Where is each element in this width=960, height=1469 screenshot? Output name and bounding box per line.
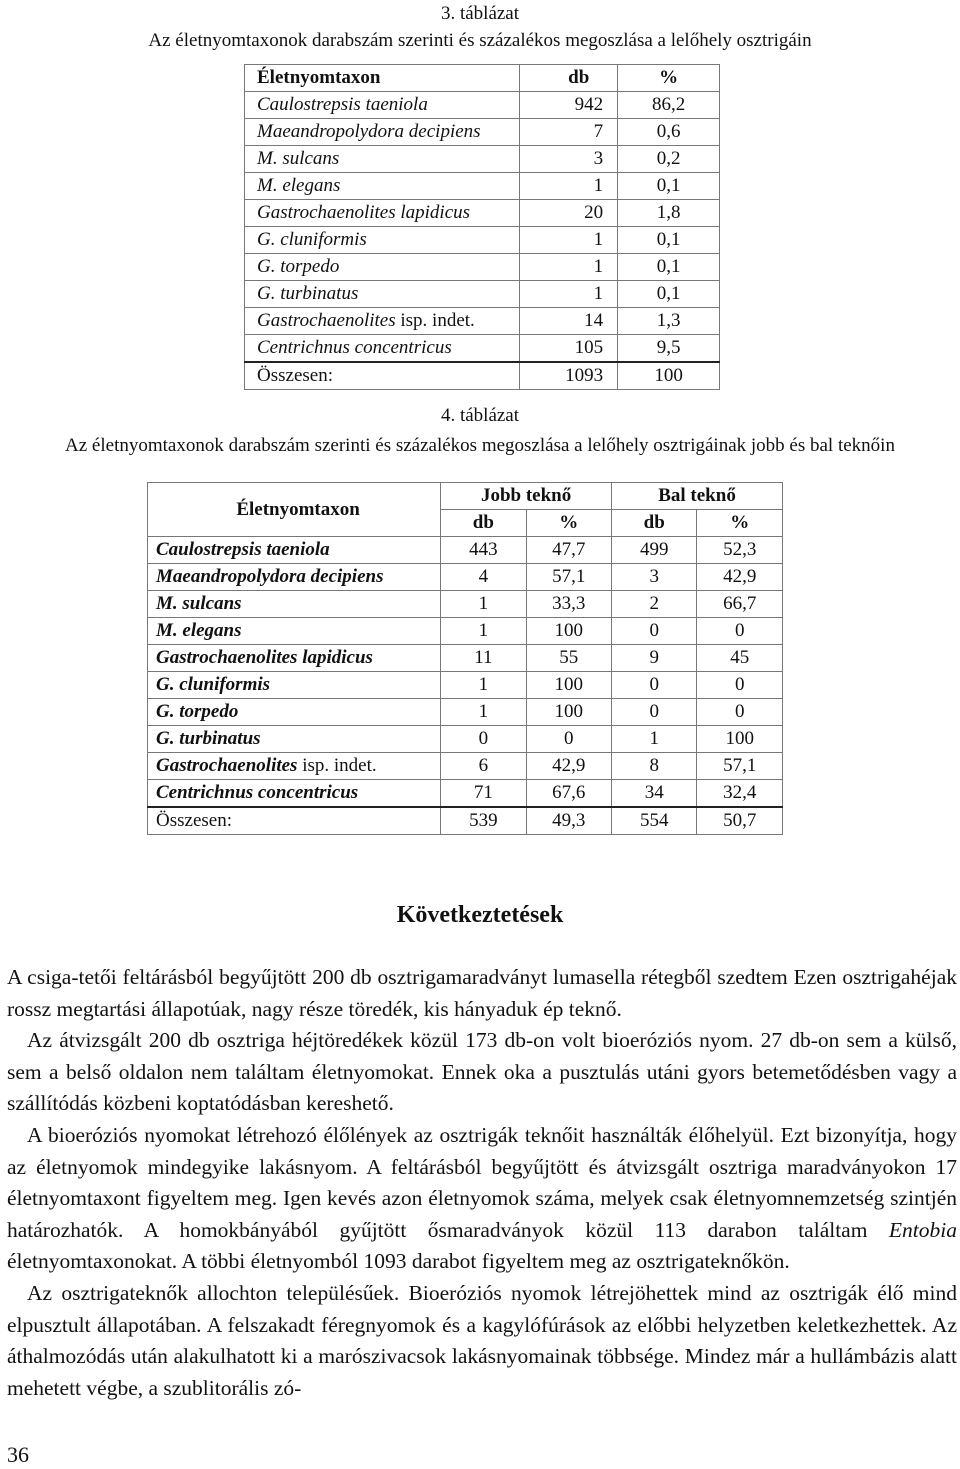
taxon-cell (245, 92, 520, 119)
left-pct-cell: 45 (697, 645, 783, 672)
taxon-name: M. elegans (257, 175, 341, 196)
right-pct-cell: 0 (526, 726, 612, 753)
left-db-cell: 0 (612, 618, 697, 645)
taxon-cell (245, 227, 520, 254)
pct-cell: 1,3 (618, 308, 720, 335)
left-db-cell: 499 (612, 537, 697, 564)
right-pct-cell: 47,7 (526, 537, 612, 564)
taxon-name: G. turbinatus (156, 728, 261, 749)
pct-cell: 0,2 (618, 146, 720, 173)
table4-header-right-pct: % (526, 510, 612, 537)
taxon-name: Maeandropolydora decipiens (257, 121, 481, 142)
right-db-cell: 1 (441, 699, 526, 726)
table4-header-left-pct: % (697, 510, 783, 537)
table3 (244, 64, 720, 390)
paragraph-2: Az átvizsgált 200 db osztriga héjtöredékek közül 173 db-on volt bioeróziós nyom. 27 db-on sem a külső, sem a belső oldalon nem találtam életnyomokat. Ennek oka a pusztulás utáni gyors betemetődésben vagy a szállítódás közbeni koptatódásban kereshető. (7, 1028, 957, 1116)
db-cell: 20 (520, 200, 618, 227)
taxon-name: G. turbinatus (257, 283, 359, 304)
taxon-cell (245, 200, 520, 227)
table4-header-right-db: db (441, 510, 526, 537)
left-pct-cell: 66,7 (697, 591, 783, 618)
taxon-name: M. sulcans (257, 148, 340, 169)
taxon-cell (148, 618, 441, 645)
taxon-cell (148, 780, 441, 808)
table-row (148, 780, 783, 808)
taxon-cell (245, 146, 520, 173)
table3-header-db: db (520, 65, 618, 92)
right-pct-cell: 100 (526, 672, 612, 699)
taxon-cell (148, 537, 441, 564)
left-db-cell: 0 (612, 672, 697, 699)
taxon-cell (245, 308, 520, 335)
right-db-cell: 1 (441, 618, 526, 645)
right-db-cell: 6 (441, 753, 526, 780)
right-pct-cell: 67,6 (526, 780, 612, 808)
table-row (245, 308, 720, 335)
total-right-db: 539 (441, 807, 526, 835)
db-cell: 7 (520, 119, 618, 146)
taxon-suffix: isp. indet. (297, 755, 377, 776)
table-row (148, 699, 783, 726)
table-row (245, 119, 720, 146)
taxon-name: M. sulcans (156, 593, 242, 614)
taxon-name: G. torpedo (156, 701, 239, 722)
taxon-name: G. cluniformis (156, 674, 271, 695)
table-row (148, 618, 783, 645)
pct-cell: 0,6 (618, 119, 720, 146)
taxon-cell (148, 645, 441, 672)
db-cell: 3 (520, 146, 618, 173)
right-pct-cell: 57,1 (526, 564, 612, 591)
left-pct-cell: 42,9 (697, 564, 783, 591)
table3-header-taxon: Életnyomtaxon (245, 65, 520, 92)
left-pct-cell: 0 (697, 699, 783, 726)
left-db-cell: 1 (612, 726, 697, 753)
table-row (245, 146, 720, 173)
taxon-cell (245, 119, 520, 146)
total-db: 1093 (520, 362, 618, 390)
conclusions-heading: Következtetések (396, 902, 564, 928)
table-row (148, 591, 783, 618)
table-row (148, 564, 783, 591)
left-db-cell: 0 (612, 699, 697, 726)
table3-header-row (245, 65, 720, 92)
left-pct-cell: 52,3 (697, 537, 783, 564)
conclusions-body (7, 962, 957, 1404)
table-row (245, 200, 720, 227)
taxon-cell (148, 753, 441, 780)
left-pct-cell: 57,1 (697, 753, 783, 780)
table-row (148, 537, 783, 564)
taxon-cell (148, 726, 441, 753)
taxon-cell (245, 173, 520, 200)
table-row (245, 227, 720, 254)
right-db-cell: 71 (441, 780, 526, 808)
db-cell: 14 (520, 308, 618, 335)
table-row (245, 335, 720, 363)
table-row (148, 645, 783, 672)
total-pct: 100 (618, 362, 720, 390)
total-left-pct: 50,7 (697, 807, 783, 835)
table3-label: 3. táblázat (440, 3, 520, 24)
db-cell: 942 (520, 92, 618, 119)
taxon-name: Gastrochaenolites (156, 755, 298, 776)
taxon-name: Centrichnus concentricus (257, 337, 452, 358)
taxon-name: G. cluniformis (257, 229, 367, 250)
taxon-cell (148, 699, 441, 726)
left-db-cell: 34 (612, 780, 697, 808)
right-pct-cell: 55 (526, 645, 612, 672)
db-cell: 1 (520, 281, 618, 308)
total-right-pct: 49,3 (526, 807, 612, 835)
left-db-cell: 3 (612, 564, 697, 591)
db-cell: 1 (520, 227, 618, 254)
table4-header-taxon: Életnyomtaxon (148, 483, 441, 537)
pct-cell: 0,1 (618, 254, 720, 281)
page-number: 36 (7, 1442, 29, 1467)
taxon-suffix: isp. indet. (395, 310, 475, 331)
paragraph-3-part-2: életnyomtaxonokat. A többi életnyomból 1093 darabot figyeltem meg az osztrigateknőkön. (7, 1249, 790, 1274)
taxon-name: M. elegans (156, 620, 242, 641)
table4-header-row-1 (148, 483, 783, 510)
right-pct-cell: 100 (526, 618, 612, 645)
table4-title: Az életnyomtaxonok darabszám szerinti és százalékos megoszlása a lelőhely osztrigáinak jobb és bal teknőin (65, 435, 895, 456)
right-db-cell: 443 (441, 537, 526, 564)
taxon-cell (245, 254, 520, 281)
table4-header-right-valve: Jobb teknő (441, 483, 612, 510)
left-db-cell: 8 (612, 753, 697, 780)
table4-label: 4. táblázat (440, 405, 520, 426)
paragraph-3-italic: Entobia (888, 1217, 957, 1242)
taxon-cell (148, 564, 441, 591)
table-row (148, 672, 783, 699)
left-pct-cell: 100 (697, 726, 783, 753)
taxon-cell (245, 335, 520, 363)
pct-cell: 0,1 (618, 281, 720, 308)
right-db-cell: 11 (441, 645, 526, 672)
pct-cell: 1,8 (618, 200, 720, 227)
taxon-name: Gastrochaenolites lapidicus (156, 647, 373, 668)
db-cell: 1 (520, 173, 618, 200)
right-db-cell: 1 (441, 591, 526, 618)
right-db-cell: 0 (441, 726, 526, 753)
taxon-name: Centrichnus concentricus (156, 782, 359, 803)
taxon-cell (245, 281, 520, 308)
table-row (148, 753, 783, 780)
db-cell: 1 (520, 254, 618, 281)
right-pct-cell: 33,3 (526, 591, 612, 618)
left-db-cell: 2 (612, 591, 697, 618)
paragraph-1: A csiga-tetői feltárásból begyűjtött 200 db osztrigamaradványt lumasella rétegből szedtem Ezen osztrigahéjak rossz megtartási állapotúak, nagy része töredék, kis hányaduk ép teknő. (7, 965, 957, 1021)
table4 (147, 482, 783, 835)
right-db-cell: 1 (441, 672, 526, 699)
taxon-name: Caulostrepsis taeniola (257, 94, 428, 115)
table3-title: Az életnyomtaxonok darabszám szerinti és százalékos megoszlása a lelőhely osztrigáin (148, 30, 812, 51)
table-row (148, 726, 783, 753)
table3-header-pct: % (618, 65, 720, 92)
table-row (245, 254, 720, 281)
taxon-name: Maeandropolydora decipiens (156, 566, 384, 587)
pct-cell: 86,2 (618, 92, 720, 119)
table-row (245, 92, 720, 119)
right-pct-cell: 42,9 (526, 753, 612, 780)
taxon-name: Gastrochaenolites (257, 310, 396, 331)
taxon-name: Caulostrepsis taeniola (156, 539, 330, 560)
table-row (245, 173, 720, 200)
table-row (245, 281, 720, 308)
total-label: Összesen: (148, 807, 441, 835)
paragraph-3 (7, 1120, 957, 1278)
right-pct-cell: 100 (526, 699, 612, 726)
left-pct-cell: 0 (697, 618, 783, 645)
taxon-name: Gastrochaenolites lapidicus (257, 202, 471, 223)
table4-total-row (148, 807, 783, 835)
left-db-cell: 9 (612, 645, 697, 672)
pct-cell: 0,1 (618, 227, 720, 254)
table4-header-left-db: db (612, 510, 697, 537)
pct-cell: 0,1 (618, 173, 720, 200)
taxon-cell (148, 672, 441, 699)
left-pct-cell: 0 (697, 672, 783, 699)
table4-header-left-valve: Bal teknő (612, 483, 783, 510)
paragraph-3-part-1: A bioeróziós nyomokat létrehozó élőlények az osztrigák teknőit használták élőhelyül. Ezt bizonyítja, hogy az életnyomok mindegyike lakásnyom. A feltárásból begyűjtött és átvizsgált osztriga maradványokon 17 életnyomtaxont figyeltem meg. Igen kevés azon életnyomok száma, melyek csak életnyomnemzetség szintjén határozhatók. A homokbányából gyűjtött ősmaradványok közül 113 darabon találtam (7, 1122, 957, 1242)
pct-cell: 9,5 (618, 335, 720, 363)
table3-total-row (245, 362, 720, 390)
total-left-db: 554 (612, 807, 697, 835)
taxon-name: G. torpedo (257, 256, 340, 277)
total-label: Összesen: (245, 362, 520, 390)
paragraph-4: Az osztrigateknők allochton településűek. Bioeróziós nyomok létrejöhettek mind az osztrigák élő mind elpusztult állapotában. A felszakadt féregnyomok és a kagylófúrások az előbbi helyzetben keletkezhettek. Az áthalmozódás után alakulhatott ki a marószivacsok lakásnyomainak többsége. Mindez már a hullámbázis alatt mehetett végbe, a szublitorális zó- (7, 1280, 957, 1400)
taxon-cell (148, 591, 441, 618)
left-pct-cell: 32,4 (697, 780, 783, 808)
right-db-cell: 4 (441, 564, 526, 591)
db-cell: 105 (520, 335, 618, 363)
